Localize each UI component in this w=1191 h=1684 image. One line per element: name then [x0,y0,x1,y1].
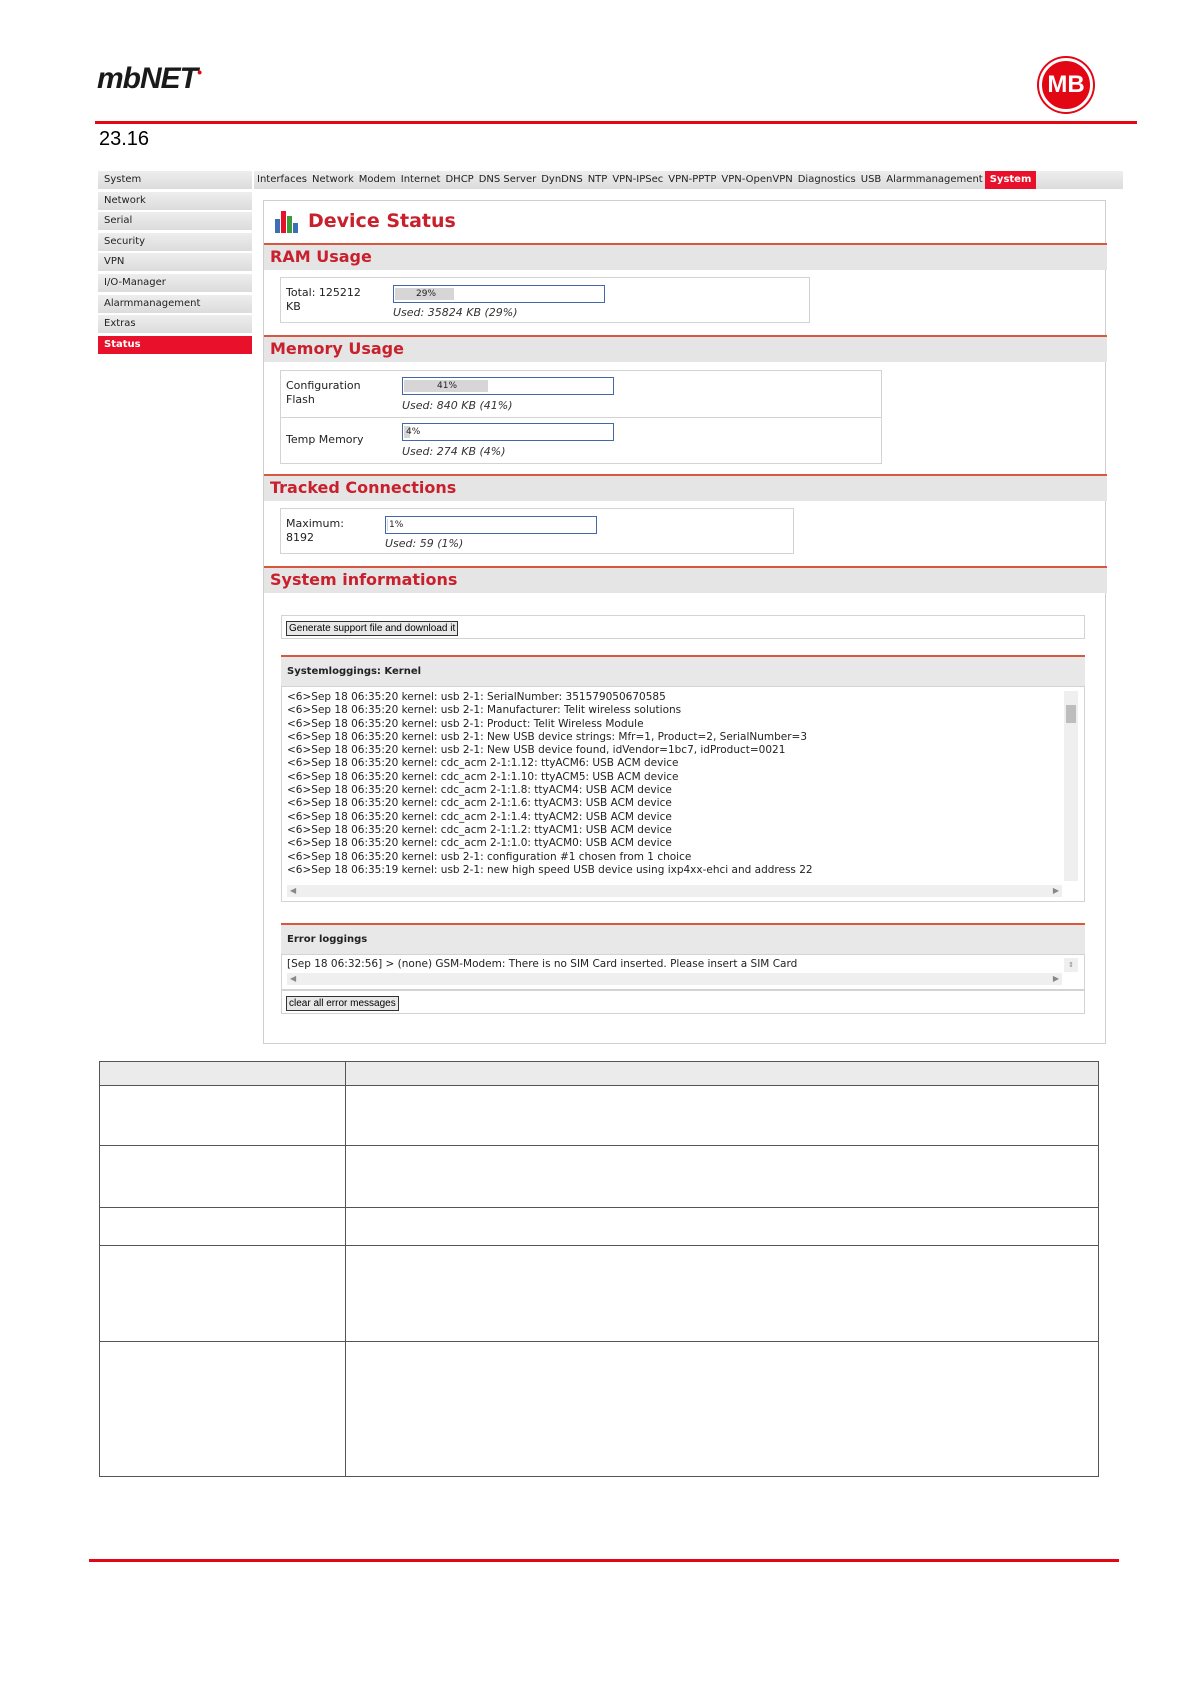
table-header-cell [100,1062,346,1086]
table-row [100,1246,1099,1342]
tab-dns-server[interactable]: DNS Server [478,174,537,185]
tab-system[interactable]: System [985,171,1037,189]
clear-errors-row [281,990,1085,1014]
temp-memory-progress-bar [402,423,614,441]
table-header-row [100,1062,1099,1086]
nav-item-security[interactable]: Security [98,233,252,251]
bar-chart-icon [274,209,298,233]
ram-total-label: Total: 125212 KB [286,286,361,313]
nav-item-vpn[interactable]: VPN [98,253,252,271]
kernel-log-vertical-scrollbar[interactable] [1064,691,1078,881]
error-log-heading: Error loggings [281,923,1085,954]
memory-usage-box [280,370,882,464]
ram-progress-bar [393,285,605,303]
table-row [100,1146,1099,1208]
tracked-connections-heading: Tracked Connections [264,474,1107,501]
table-header-cell [346,1062,1099,1086]
table-row [100,1086,1099,1146]
nav-item-network[interactable]: Network [98,192,252,210]
nav-item-system[interactable]: System [98,171,252,189]
kernel-log-box[interactable] [281,686,1085,902]
memory-row-divider [281,417,881,418]
log-line: <6>Sep 18 06:35:20 kernel: usb 2-1: configuration #1 chosen from 1 choice [287,850,692,863]
nav-item-serial[interactable]: Serial [98,212,252,230]
nav-item-alarmmanagement[interactable]: Alarmmanagement [98,295,252,313]
tab-network[interactable]: Network [311,174,354,185]
tab-internet[interactable]: Internet [400,174,441,185]
tab-vpn-pptp[interactable]: VPN-PPTP [668,174,717,185]
tab-usb[interactable]: USB [860,174,882,185]
tab-interfaces[interactable]: Interfaces [257,174,307,185]
mb-logo-badge: MB [1039,58,1093,112]
error-log-lines [287,958,1059,971]
kernel-log-horizontal-scrollbar[interactable]: ◀ ▶ [287,885,1062,897]
log-line: <6>Sep 18 06:35:20 kernel: usb 2-1: SerialNumber: 351579050670585 [287,691,666,703]
log-line: <6>Sep 18 06:35:20 kernel: usb 2-1: New USB device found, idVendor=1bc7, idProduct=0021 [287,744,786,757]
error-log-line: [Sep 18 06:32:56] > (none) GSM-Modem: There is no SIM Card inserted. Please insert a SIM Card [287,958,798,970]
nav-item-status[interactable]: Status [98,336,252,354]
ram-usage-heading: RAM Usage [264,243,1107,270]
top-tabs [254,171,1123,189]
tab-modem[interactable]: Modem [358,174,396,185]
log-line: <6>Sep 18 06:35:20 kernel: cdc_acm 2-1:1.10: ttyACM5: USB ACM device [287,770,679,783]
nav-item-io-manager[interactable]: I/O-Manager [98,274,252,292]
log-line: <6>Sep 18 06:35:20 kernel: cdc_acm 2-1:1.2: ttyACM1: USB ACM device [287,823,672,836]
config-flash-label: Configuration Flash [286,379,361,406]
tracked-connections-box [280,508,794,554]
description-table [99,1061,1099,1477]
error-log-horizontal-scrollbar[interactable]: ◀ ▶ [287,973,1062,985]
log-line: <6>Sep 18 06:35:20 kernel: usb 2-1: New USB device strings: Mfr=1, Product=2, SerialNumber=3 [287,730,808,743]
support-file-row [281,615,1085,639]
tracked-progress-bar [385,516,597,534]
temp-memory-used-text: Used: 274 KB (4%) [402,445,506,458]
panel-title-bar [274,209,456,233]
log-line: <6>Sep 18 06:35:19 kernel: usb 2-1: new high speed USB device using ixp4xx-ehci and address 22 [287,863,813,876]
section-number: 23.16 [99,128,150,150]
header-rule [95,121,1137,124]
table-row [100,1342,1099,1477]
nav-item-extras[interactable]: Extras [98,315,252,333]
config-flash-used-text: Used: 840 KB (41%) [402,399,513,412]
tracked-progress-text: 1% [389,520,404,530]
tracked-used-text: Used: 59 (1%) [385,537,464,550]
kernel-log-lines [287,691,1059,877]
memory-usage-heading: Memory Usage [264,335,1107,362]
tab-vpn-openvpn[interactable]: VPN-OpenVPN [721,174,793,185]
ram-usage-box [280,277,810,323]
temp-memory-label: Temp Memory [286,433,364,446]
tab-dhcp[interactable]: DHCP [445,174,474,185]
ram-progress-text: 29% [416,289,437,299]
error-log-vertical-scrollbar[interactable]: ⇕ [1064,958,1078,972]
generate-support-file-button[interactable]: Generate support file and download it [286,621,458,636]
log-line: <6>Sep 18 06:35:20 kernel: cdc_acm 2-1:1.4: ttyACM2: USB ACM device [287,810,672,823]
temp-memory-progress-text: 4% [406,427,421,437]
error-log-box[interactable] [281,954,1085,990]
device-status-panel [263,200,1106,1044]
config-flash-progress-bar [402,377,614,395]
log-line: <6>Sep 18 06:35:20 kernel: cdc_acm 2-1:1.0: ttyACM0: USB ACM device [287,837,672,850]
ram-used-text: Used: 35824 KB (29%) [393,306,518,319]
log-line: <6>Sep 18 06:35:20 kernel: cdc_acm 2-1:1.8: ttyACM4: USB ACM device [287,784,672,797]
log-line: <6>Sep 18 06:35:20 kernel: usb 2-1: Manufacturer: Telit wireless solutions [287,704,682,717]
kernel-log-heading: Systemloggings: Kernel [281,655,1085,686]
tab-diagnostics[interactable]: Diagnostics [797,174,856,185]
tab-ntp[interactable]: NTP [587,174,608,185]
page-title: Device Status [308,210,456,232]
tracked-maximum-label: Maximum: 8192 [286,517,344,544]
footer-rule [89,1559,1119,1562]
log-line: <6>Sep 18 06:35:20 kernel: cdc_acm 2-1:1.12: ttyACM6: USB ACM device [287,757,679,770]
clear-all-error-messages-button[interactable]: clear all error messages [286,996,399,1011]
scroll-thumb[interactable] [1066,705,1076,723]
tab-dyndns[interactable]: DynDNS [541,174,583,185]
tab-alarmmanagement[interactable]: Alarmmanagement [886,174,983,185]
left-nav [98,171,252,356]
system-informations-heading: System informations [264,566,1107,593]
tab-vpn-ipsec[interactable]: VPN-IPSec [612,174,664,185]
log-line: <6>Sep 18 06:35:20 kernel: usb 2-1: Product: Telit Wireless Module [287,717,644,730]
log-line: <6>Sep 18 06:35:20 kernel: cdc_acm 2-1:1.6: ttyACM3: USB ACM device [287,797,672,810]
mbnet-logo: mbNET• [97,62,201,95]
config-flash-progress-text: 41% [437,381,458,391]
table-row [100,1208,1099,1246]
